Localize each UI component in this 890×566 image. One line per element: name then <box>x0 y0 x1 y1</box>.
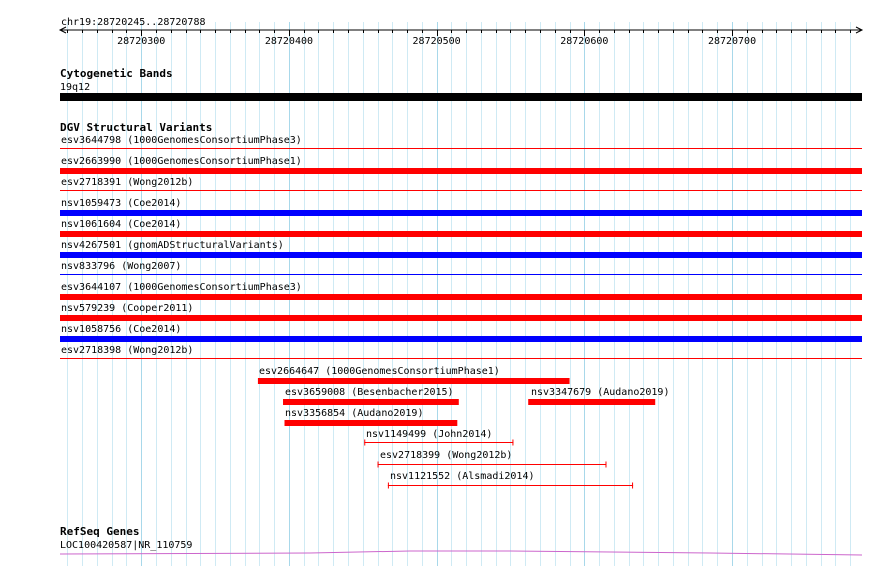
dgv-feature[interactable] <box>528 387 669 405</box>
ruler-ticks <box>68 30 851 47</box>
dgv-feature-label: nsv1059473 (Coe2014) <box>61 198 182 209</box>
dgv-feature[interactable] <box>283 387 459 405</box>
dgv-feature[interactable] <box>364 429 513 446</box>
dgv-feature[interactable] <box>60 198 862 216</box>
ruler-tick-label: 28720500 <box>412 36 461 47</box>
ruler-tick-label: 28720600 <box>560 36 609 47</box>
ruler <box>60 17 862 47</box>
dgv-feature[interactable] <box>60 282 862 300</box>
dgv-feature-label: esv2663990 (1000GenomesConsortiumPhase1) <box>61 156 302 167</box>
dgv-feature[interactable] <box>258 366 570 384</box>
dgv-full-span-features[interactable] <box>60 135 862 359</box>
ruler-tick-label: 28720300 <box>117 36 166 47</box>
dgv-feature-label: esv2718391 (Wong2012b) <box>61 177 194 188</box>
dgv-feature[interactable] <box>60 177 862 191</box>
dgv-feature-bar[interactable] <box>60 294 862 300</box>
dgv-feature[interactable] <box>60 324 862 342</box>
dgv-feature-label: esv3644798 (1000GenomesConsortiumPhase3) <box>61 135 302 146</box>
dgv-feature-label: nsv1121552 (Alsmadi2014) <box>390 471 535 482</box>
dgv-partial-features[interactable] <box>258 366 670 489</box>
track-refseq[interactable] <box>60 525 862 555</box>
dgv-feature-label: nsv1149499 (John2014) <box>366 429 493 440</box>
dgv-feature[interactable] <box>60 345 862 359</box>
dgv-feature-bar[interactable] <box>283 399 459 405</box>
dgv-feature[interactable] <box>60 219 862 237</box>
dgv-feature[interactable] <box>378 450 607 468</box>
dgv-feature-label: esv3644107 (1000GenomesConsortiumPhase3) <box>61 282 302 293</box>
track-dgv[interactable] <box>60 121 862 489</box>
dgv-feature-bar[interactable] <box>60 231 862 237</box>
track-title-cytoband: Cytogenetic Bands <box>60 67 173 80</box>
dgv-feature-label: nsv833796 (Wong2007) <box>61 261 182 272</box>
refseq-gene-feature[interactable] <box>60 551 862 555</box>
dgv-feature[interactable] <box>60 156 862 174</box>
ruler-tick-label: 28720400 <box>264 36 314 47</box>
refseq-gene-label: LOC100420587|NR_110759 <box>60 540 193 551</box>
dgv-feature[interactable] <box>60 135 862 149</box>
location-label: chr19:28720245..28720788 <box>61 17 206 28</box>
dgv-feature-bar[interactable] <box>285 420 458 426</box>
dgv-feature-bar[interactable] <box>258 378 570 384</box>
dgv-feature[interactable] <box>60 303 862 321</box>
dgv-feature[interactable] <box>388 471 633 489</box>
dgv-feature-label: esv2718399 (Wong2012b) <box>380 450 513 461</box>
dgv-feature-bar[interactable] <box>60 252 862 258</box>
dgv-feature-label: nsv579239 (Cooper2011) <box>61 303 194 314</box>
dgv-feature-bar[interactable] <box>60 168 862 174</box>
dgv-feature-label: esv2718398 (Wong2012b) <box>61 345 194 356</box>
dgv-feature-label: esv3659008 (Besenbacher2015) <box>285 387 454 398</box>
track-cytoband[interactable] <box>60 67 862 101</box>
dgv-feature-label: nsv1061604 (Coe2014) <box>61 219 182 230</box>
track-title-dgv: DGV Structural Variants <box>60 121 213 134</box>
dgv-feature-bar[interactable] <box>60 315 862 321</box>
dgv-feature-bar[interactable] <box>60 210 862 216</box>
dgv-feature[interactable] <box>60 261 862 275</box>
dgv-feature-label: nsv4267501 (gnomADStructuralVariants) <box>61 240 284 251</box>
track-title-refseq: RefSeq Genes <box>60 525 140 538</box>
dgv-feature-label: nsv1058756 (Coe2014) <box>61 324 182 335</box>
dgv-feature-bar[interactable] <box>528 399 655 405</box>
dgv-feature[interactable] <box>285 408 458 426</box>
dgv-feature-bar[interactable] <box>60 336 862 342</box>
ruler-tick-label: 28720700 <box>707 36 757 47</box>
dgv-feature[interactable] <box>60 240 862 258</box>
cytoband-label: 19q12 <box>60 82 91 93</box>
dgv-feature-label: esv2664647 (1000GenomesConsortiumPhase1) <box>259 366 500 377</box>
cytoband-bar[interactable] <box>60 93 862 101</box>
dgv-feature-label: nsv3356854 (Audano2019) <box>285 408 424 419</box>
dgv-feature-label: nsv3347679 (Audano2019) <box>531 387 670 398</box>
